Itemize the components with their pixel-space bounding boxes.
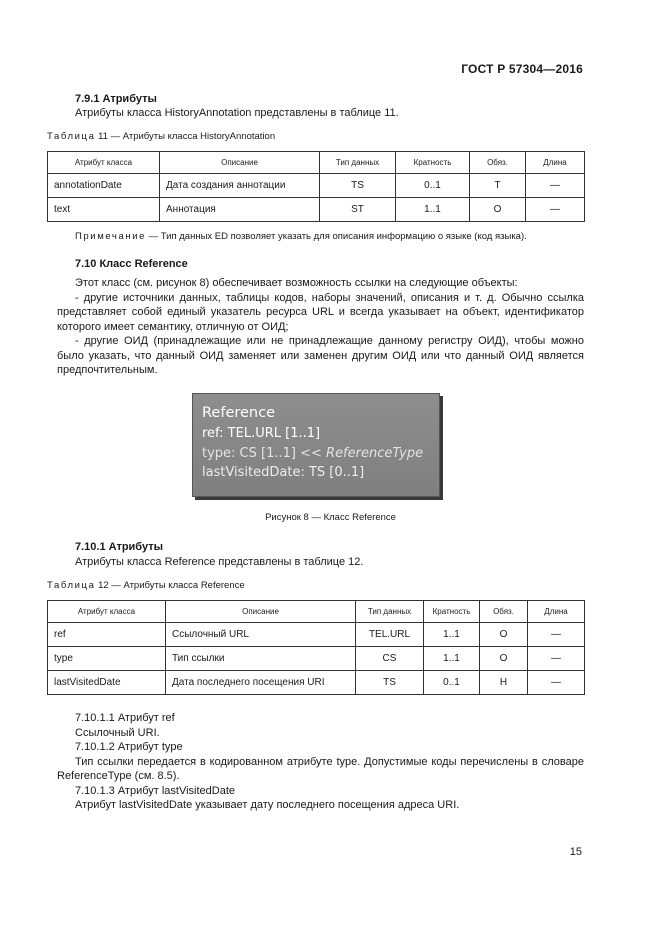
- cell-description: Дата создания аннотации: [160, 174, 320, 198]
- cell-mandatory: О: [480, 623, 528, 647]
- table-11-note: Примечание — Тип данных ED позволяет указать для описания информацию о языке (код языка).: [75, 231, 527, 242]
- section-7-10-body: [57, 276, 584, 378]
- figure-attribute-lastvisited: lastVisitedDate: TS [0..1]: [202, 465, 365, 480]
- figure-attribute-ref: ref: TEL.URL [1..1]: [202, 426, 321, 441]
- cell-multiplicity: 1..1: [396, 198, 470, 222]
- cell-multiplicity: 1..1: [424, 647, 480, 671]
- cell-length: —: [528, 671, 585, 695]
- cell-mandatory: Т: [470, 174, 526, 198]
- cell-multiplicity: 0..1: [424, 671, 480, 695]
- figure-8-reference-class: [192, 393, 440, 497]
- header-description: Описание: [160, 152, 320, 174]
- header-length: Длина: [528, 601, 585, 623]
- section-7-10-paragraph: - другие источники данных, таблицы кодов, наборы значений, описания и т. д. Обычно ссылка представляет собой единый указатель ресурса URL и всегда указывает на объект, идентификатор которого имеет семантику, отличную от ОИД;: [57, 291, 584, 333]
- cell-attribute: type: [48, 647, 166, 671]
- header-length: Длина: [526, 152, 585, 174]
- cell-attribute: text: [48, 198, 160, 222]
- section-7-9-1-heading: 7.9.1 Атрибуты: [75, 93, 157, 105]
- cell-attribute: ref: [48, 623, 166, 647]
- section-7-10-1-heading: 7.10.1 Атрибуты: [75, 541, 163, 553]
- cell-attribute: annotationDate: [48, 174, 160, 198]
- header-multiplicity: Кратность: [424, 601, 480, 623]
- table-11: [47, 151, 585, 222]
- table-12-caption: Таблица 12 — Атрибуты класса Reference: [47, 580, 245, 591]
- cell-description: Тип ссылки: [166, 647, 356, 671]
- section-7-10-paragraph: Этот класс (см. рисунок 8) обеспечивает возможность ссылки на следующие объекты:: [75, 277, 518, 289]
- cell-description: Ссылочный URL: [166, 623, 356, 647]
- attribute-lastvisited-heading: 7.10.1.3 Атрибут lastVisitedDate: [75, 784, 236, 797]
- section-7-10-paragraph: - другие ОИД (принадлежащие или не принадлежащие данному регистру ОИД), чтобы можно было указать, что данный ОИД заменяет или заменен другим ОИД или что данный ОИД является предпочтительным.: [57, 335, 584, 376]
- table-12: [47, 600, 585, 695]
- section-7-9-1-text: Атрибуты класса HistoryAnnotation представлены в таблице 11.: [75, 107, 399, 119]
- header-attribute: Атрибут класса: [48, 152, 160, 174]
- standard-number: ГОСТ Р 57304—2016: [461, 62, 583, 76]
- table-header-row: [48, 601, 585, 623]
- section-7-10-heading: 7.10 Класс Reference: [75, 258, 188, 270]
- cell-multiplicity: 0..1: [396, 174, 470, 198]
- table-header-row: [48, 152, 585, 174]
- header-datatype: Тип данных: [356, 601, 424, 623]
- cell-length: —: [526, 174, 585, 198]
- figure-8-caption: Рисунок 8 — Класс Reference: [265, 512, 396, 523]
- attribute-type-text: Тип ссылки передается в кодированном атрибуте type. Допустимые коды перечислены в словаре ReferenceType (см. 8.5).: [57, 755, 584, 782]
- cell-length: —: [526, 198, 585, 222]
- cell-description: Дата последнего посещения URI: [166, 671, 356, 695]
- table-row: [48, 647, 585, 671]
- cell-datatype: TS: [320, 174, 396, 198]
- header-mandatory: Обяз.: [470, 152, 526, 174]
- cell-mandatory: О: [470, 198, 526, 222]
- figure-class-name: Reference: [202, 405, 276, 421]
- attribute-type-heading: 7.10.1.2 Атрибут type: [75, 741, 183, 753]
- cell-attribute: lastVisitedDate: [48, 671, 166, 695]
- cell-length: —: [528, 623, 585, 647]
- header-multiplicity: Кратность: [396, 152, 470, 174]
- attribute-ref-heading: 7.10.1.1 Атрибут ref: [75, 712, 175, 724]
- header-mandatory: Обяз.: [480, 601, 528, 623]
- table-row: [48, 198, 585, 222]
- table-row: [48, 671, 585, 695]
- table-11-caption: Таблица 11 — Атрибуты класса HistoryAnnotation: [47, 131, 276, 142]
- figure-attribute-type: type: CS [1..1] << ReferenceType: [202, 446, 424, 461]
- table-row: [48, 174, 585, 198]
- header-attribute: Атрибут класса: [48, 601, 166, 623]
- table-row: [48, 623, 585, 647]
- cell-description: Аннотация: [160, 198, 320, 222]
- attribute-ref-text: Ссылочный URI.: [75, 726, 160, 739]
- cell-datatype: TS: [356, 671, 424, 695]
- header-description: Описание: [166, 601, 356, 623]
- header-datatype: Тип данных: [320, 152, 396, 174]
- cell-length: —: [528, 647, 585, 671]
- attribute-lastvisited-text: Атрибут lastVisitedDate указывает дату последнего посещения адреса URI.: [75, 799, 460, 811]
- cell-datatype: TEL.URL: [356, 623, 424, 647]
- cell-mandatory: О: [480, 647, 528, 671]
- cell-datatype: CS: [356, 647, 424, 671]
- page-number: 15: [569, 846, 582, 858]
- attributes-subsections: [57, 711, 584, 813]
- section-7-10-1-text: Атрибуты класса Reference представлены в таблице 12.: [75, 556, 364, 568]
- cell-datatype: ST: [320, 198, 396, 222]
- cell-multiplicity: 1..1: [424, 623, 480, 647]
- cell-mandatory: Н: [480, 671, 528, 695]
